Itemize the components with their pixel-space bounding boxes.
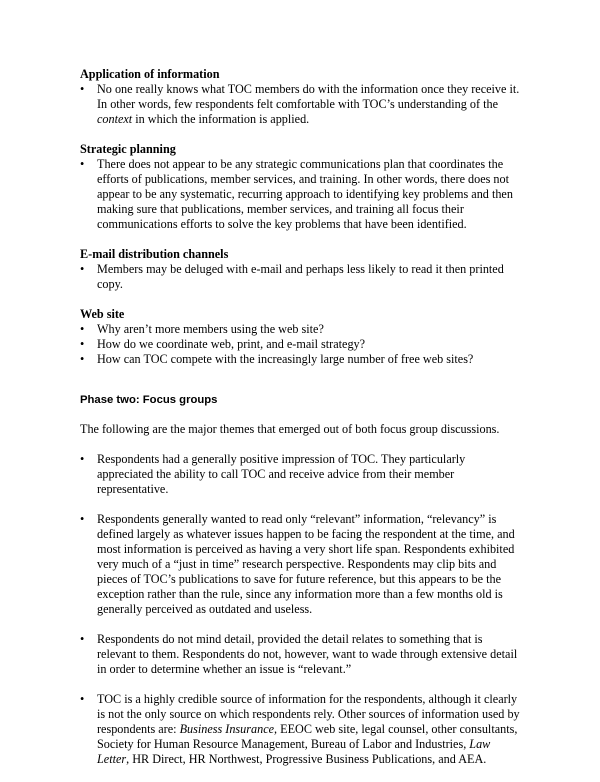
list-item-text: Respondents generally wanted to read only “relevant” information, “relevancy” is defined largely as whatever issues happen to be facing the respondent at the time, and most information is perceived as having a very short life span. Respondents exhibited very much of a “just in time” research perspective. Respondents may clip bits and pieces of TOC’s publications to save for future reference, but this appears to be the exception rather than the rule, since any information more than a few months old is generally perceived as outdated and useless. [97, 512, 515, 616]
list-item [80, 337, 520, 352]
emphasis-text: context [97, 112, 133, 126]
web-bullet-list [80, 322, 520, 367]
emphasis-text: Business Insurance, [179, 722, 278, 736]
list-item [80, 352, 520, 367]
list-item-text: , HR Direct, HR Northwest, Progressive Business Publications, and AEA. [126, 752, 487, 766]
list-item-text: TOC is a highly credible source of information for the respondents, although it clearly is not the only source on which respondents rely. Other sources of information used by respondents are: [97, 692, 520, 736]
section-heading-strategic: Strategic planning [80, 142, 176, 156]
application-bullet-list [80, 82, 520, 127]
bullet-icon: • [80, 632, 85, 646]
list-item-text: Members may be deluged with e-mail and perhaps less likely to read it then printed copy. [97, 262, 504, 291]
list-item-text: Why aren’t more members using the web site? [97, 322, 324, 336]
phase-two-heading: Phase two: Focus groups [80, 394, 218, 406]
section-heading-email: E-mail distribution channels [80, 247, 229, 261]
email-bullet-list [80, 262, 520, 292]
list-item-text: EEOC web site, legal counsel, other consultants, Society for Human Resource Management, Bureau of Labor and Industries, [97, 722, 518, 751]
bullet-icon: • [80, 157, 85, 171]
bullet-icon: • [80, 352, 85, 366]
list-item-text: How can TOC compete with the increasingly large number of free web sites? [97, 352, 474, 366]
list-item-text: in which the information is applied. [132, 112, 310, 126]
list-item [80, 157, 520, 232]
list-item [80, 322, 520, 337]
bullet-icon: • [80, 512, 85, 526]
section-heading-web: Web site [80, 307, 125, 321]
emphasis-text: Law Letter [97, 737, 491, 766]
bullet-icon: • [80, 262, 85, 276]
list-item-text: How do we coordinate web, print, and e-mail strategy? [97, 337, 366, 351]
list-item [80, 632, 520, 677]
list-item-text: Respondents do not mind detail, provided the detail relates to something that is relevant to them. Respondents do not, however, want to wade through extensive detail in order to determine whether an issue is “relevant.” [97, 632, 518, 676]
bullet-icon: • [80, 692, 85, 706]
document-body [80, 67, 520, 782]
bullet-icon: • [80, 452, 85, 466]
list-item [80, 82, 520, 127]
bullet-icon: • [80, 82, 85, 96]
list-item [80, 512, 520, 617]
focus-group-list [80, 452, 520, 767]
list-item [80, 692, 520, 767]
bullet-icon: • [80, 322, 85, 336]
list-item [80, 262, 520, 292]
strategic-bullet-list [80, 157, 520, 232]
bullet-icon: • [80, 337, 85, 351]
list-item-text: No one really knows what TOC members do with the information once they receive it. In other words, few respondents felt comfortable with TOC’s understanding of the [97, 82, 520, 111]
list-item-text: Respondents had a generally positive impression of TOC. They particularly appreciated the ability to call TOC and receive advice from their member representative. [97, 452, 466, 496]
phase-two-intro: The following are the major themes that emerged out of both focus group discussions. [80, 422, 500, 436]
list-item-text: There does not appear to be any strategic communications plan that coordinates the efforts of publications, member services, and training. In other words, there does not appear to be any systematic, recurring approach to identifying key problems and then making sure that publications, member services, and training all focus their communications efforts to solve the key problems that have been identified. [97, 157, 513, 231]
section-heading-application: Application of information [80, 67, 220, 81]
list-item [80, 452, 520, 497]
